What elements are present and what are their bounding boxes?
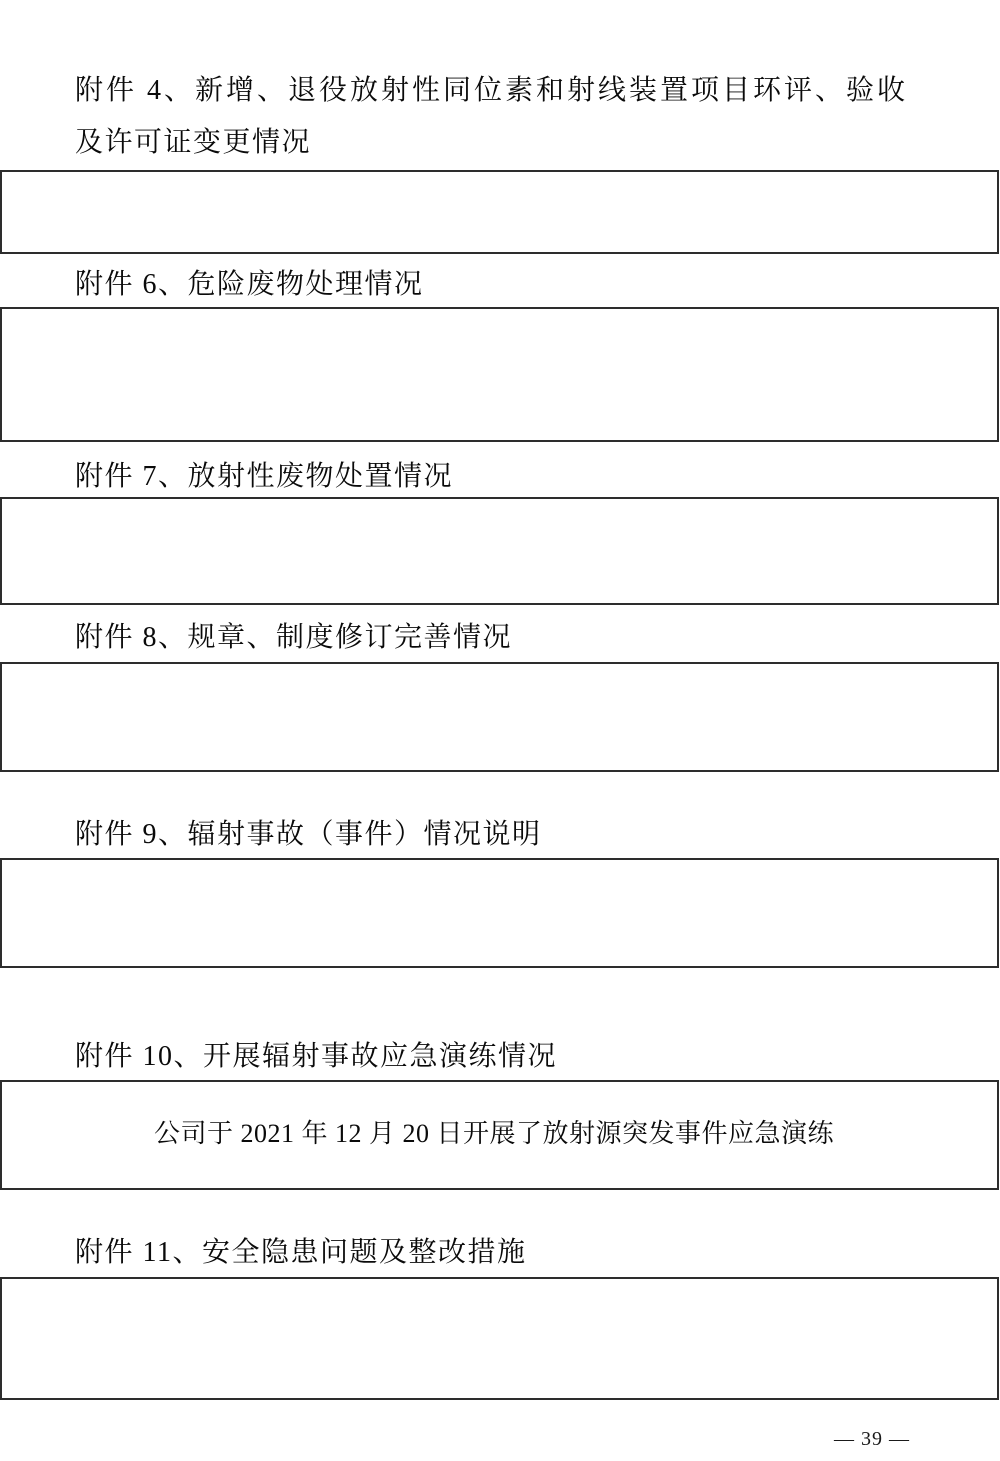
attachment-9-answer-box [0,858,999,968]
attachment-7-heading: 附件 7、放射性废物处置情况 [75,461,454,492]
attachment-7-answer-box [0,497,999,605]
attachment-8-heading: 附件 8、规章、制度修订完善情况 [75,622,513,653]
attachment-4-answer-box [0,170,999,254]
attachment-8-answer-box [0,662,999,772]
attachment-10-answer-text: 公司于 2021 年 12 月 20 日开展了放射源突发事件应急演练 [154,1119,835,1148]
page-number: — 39 — [834,1428,910,1450]
attachment-6-heading: 附件 6、危险废物处理情况 [75,269,424,300]
attachment-10-answer-box [0,1080,999,1190]
attachment-10-heading: 附件 10、开展辐射事故应急演练情况 [75,1041,558,1072]
attachment-11-heading: 附件 11、安全隐患问题及整改措施 [75,1237,527,1268]
attachment-11-answer-box [0,1277,999,1400]
attachment-9-heading: 附件 9、辐射事故（事件）情况说明 [75,819,542,850]
attachment-4-heading-line-1: 附件 4、新增、退役放射性同位素和射线装置项目环评、验收 [75,75,909,106]
attachment-6-answer-box [0,307,999,442]
attachment-4-heading-line-2: 及许可证变更情况 [75,127,312,158]
